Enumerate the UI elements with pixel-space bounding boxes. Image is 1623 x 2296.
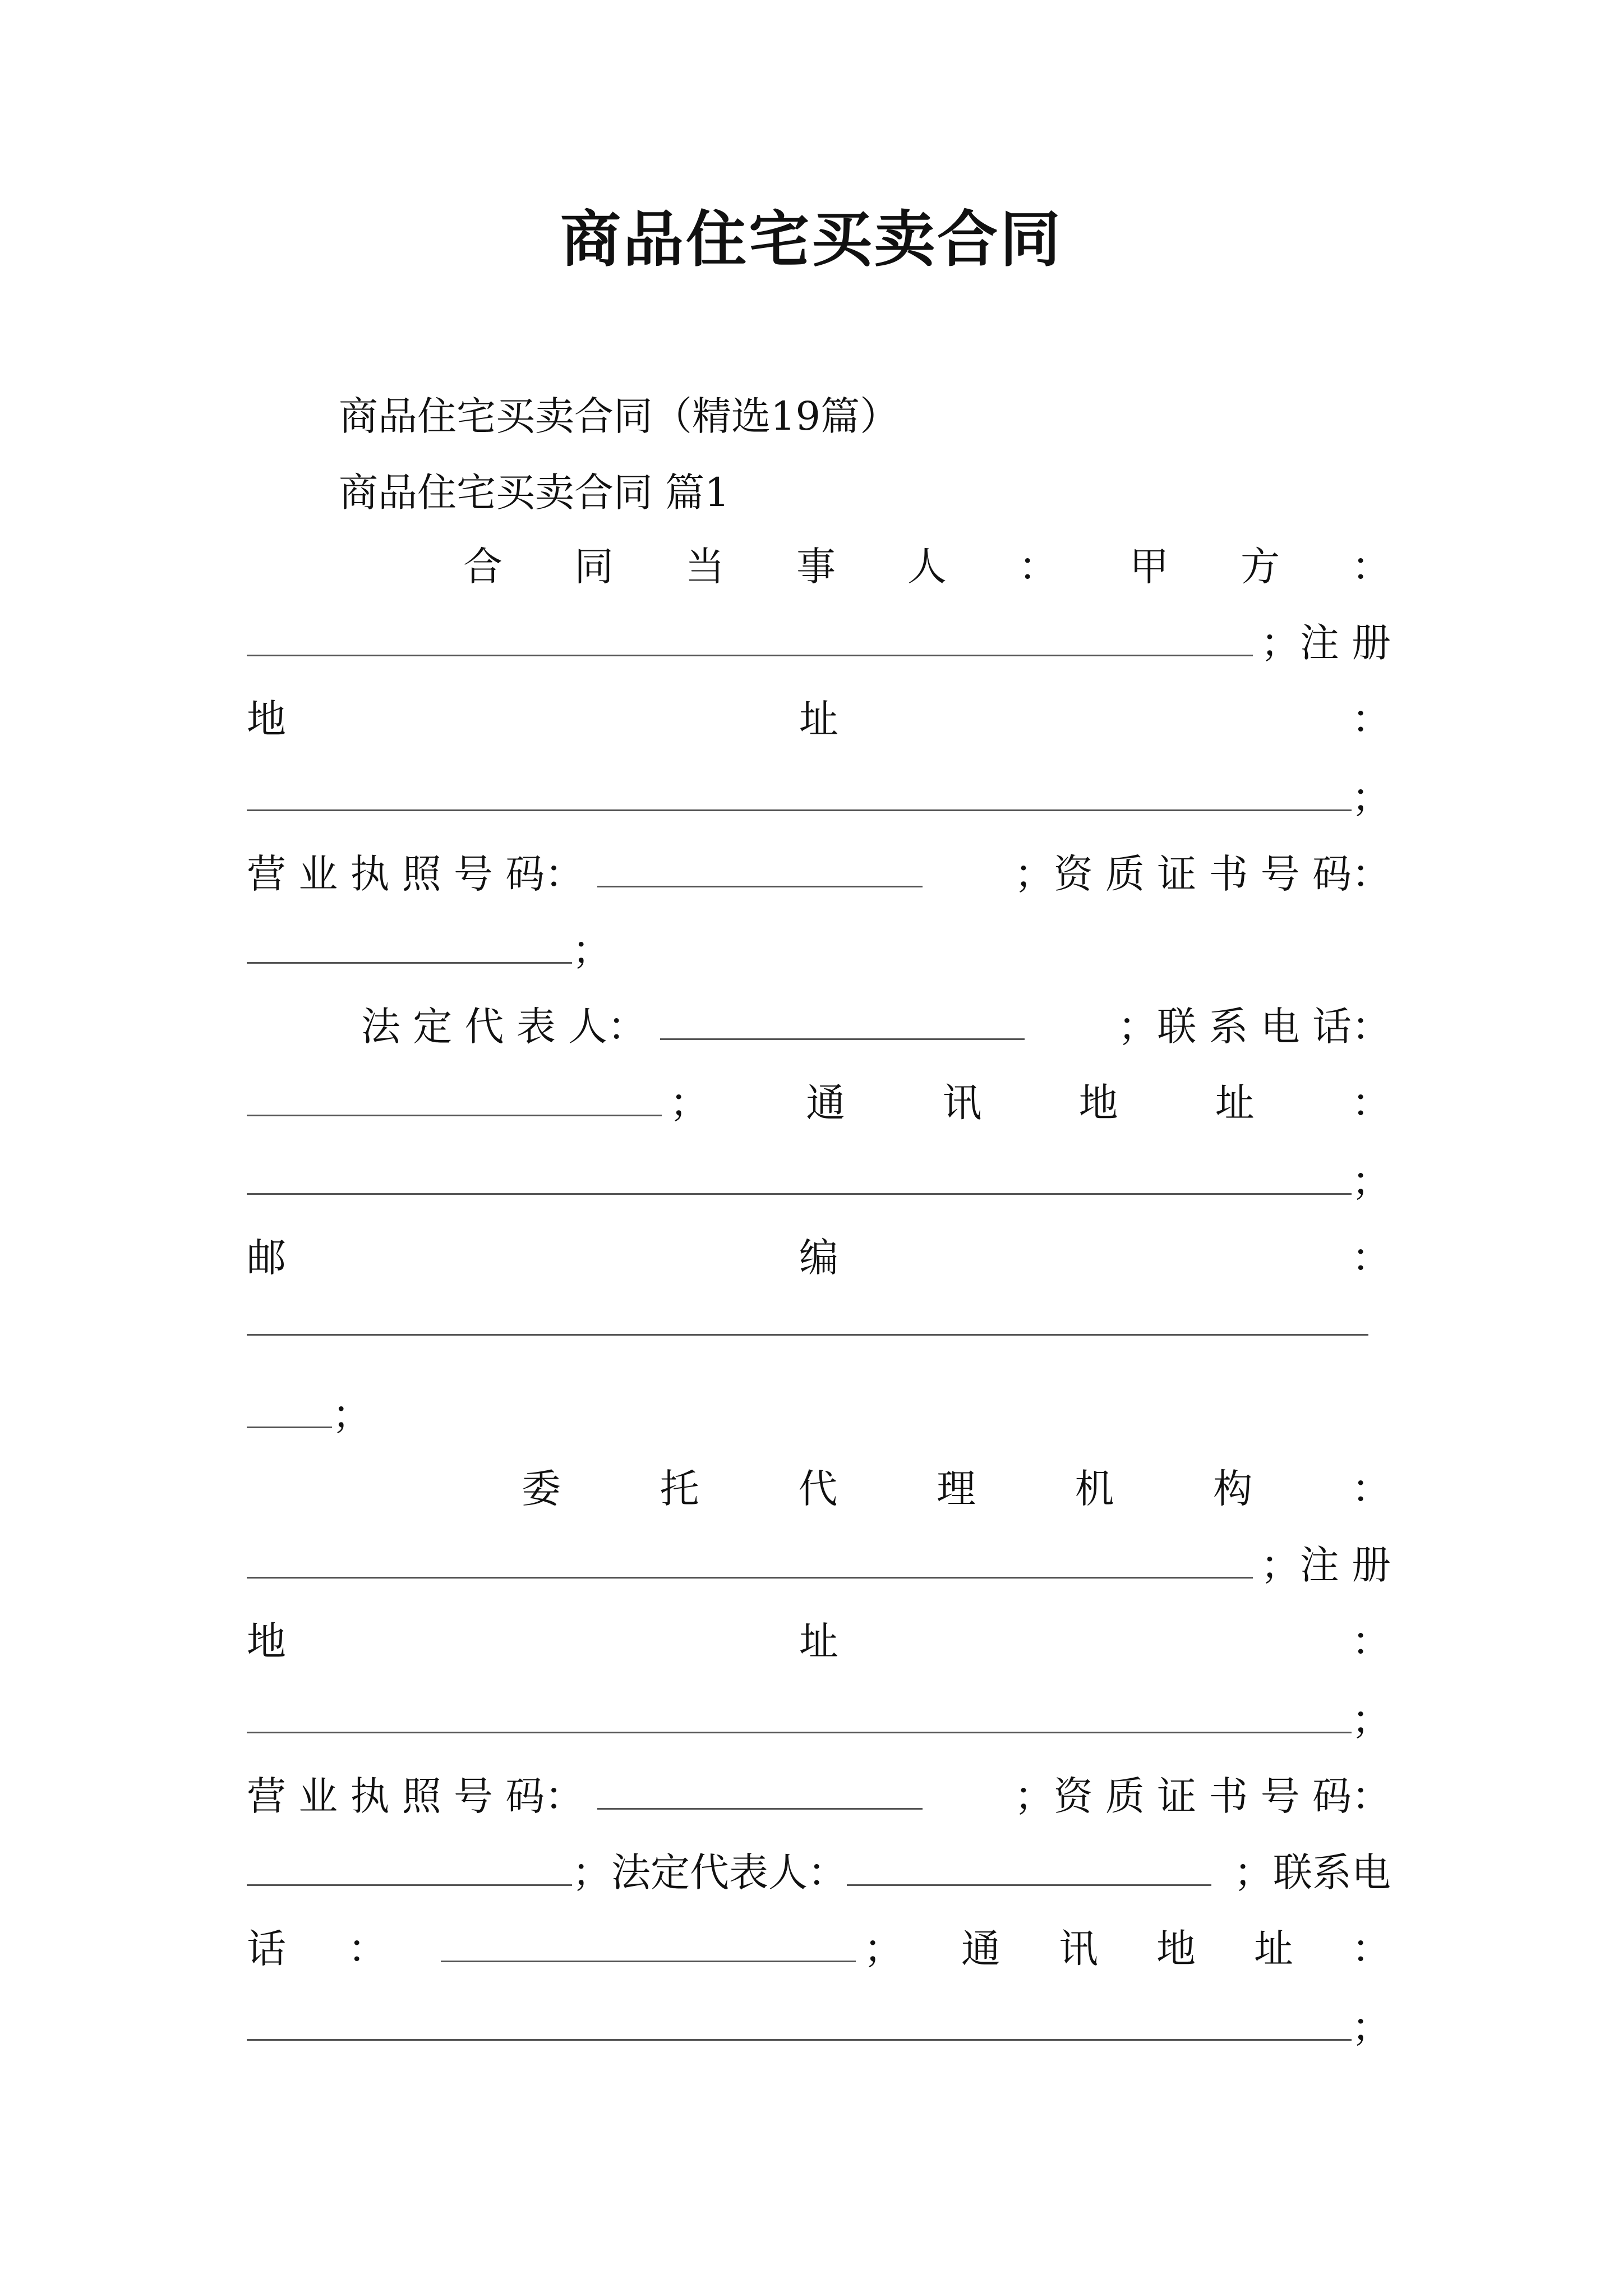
party-a-intro-char: ： — [1352, 544, 1391, 590]
agent-register-label: ；注 册 — [1260, 1542, 1391, 1588]
agent-comm-char: ； — [864, 1926, 903, 1972]
party-a-intro-char: 甲 — [1129, 544, 1169, 590]
agent-license-line — [247, 1763, 1391, 1830]
party-a-comm-blank[interactable] — [247, 1162, 1352, 1195]
semicolon: ； — [1352, 2004, 1391, 2050]
semicolon: ； — [572, 927, 611, 973]
party-a-comm-char: ； — [670, 1080, 709, 1126]
party-a-register-label: ；注 册 — [1260, 620, 1391, 666]
agent-intro-line — [522, 1455, 1391, 1522]
agent-name-blank[interactable] — [247, 1545, 1253, 1579]
agent-intro-char: 托 — [660, 1466, 699, 1512]
semicolon: ； — [1352, 775, 1391, 821]
agent-comm-value-line — [247, 1994, 1391, 2061]
agent-comm-char: ： — [1352, 1926, 1391, 1972]
agent-license-blank[interactable] — [597, 1777, 923, 1810]
agent-legal-rep-blank[interactable] — [847, 1853, 1211, 1886]
agent-comm-char: 址 — [1254, 1926, 1293, 1972]
party-a-intro-char: 方 — [1241, 544, 1280, 590]
party-a-license-blank[interactable] — [597, 854, 923, 887]
party-a-address-label-line — [247, 685, 1391, 753]
party-a-phone-blank[interactable] — [247, 1083, 662, 1116]
agent-comm-blank[interactable] — [247, 2008, 1352, 2041]
party-a-comm-char: 通 — [806, 1080, 846, 1126]
semicolon: ； — [332, 1392, 371, 1438]
party-a-comm-char: 地 — [1078, 1080, 1118, 1126]
agent-address-char: 址 — [799, 1618, 838, 1664]
party-a-intro-char: 当 — [685, 544, 725, 590]
party-a-postcode-label-line — [247, 1224, 1391, 1291]
agent-intro-char: 代 — [798, 1466, 838, 1512]
semicolon: ； — [1352, 1158, 1391, 1204]
agent-phone-blank[interactable] — [441, 1929, 856, 1962]
party-a-address-blank[interactable] — [247, 778, 1352, 811]
party-a-cert-label: ；资 质 证 书 号 码： — [1014, 851, 1391, 897]
party-a-cert-blank[interactable] — [247, 931, 572, 964]
party-a-legal-rep-line — [361, 993, 1391, 1060]
agent-phone-label: ；联系电 — [1234, 1849, 1391, 1895]
party-a-comm-label — [670, 1069, 1391, 1137]
party-a-address-value-line — [247, 764, 1391, 831]
document-title: 商品住宅买卖合同 — [560, 204, 1063, 275]
agent-comm-char: 通 — [961, 1926, 1000, 1972]
semicolon: ； — [1352, 1697, 1391, 1743]
agent-address-char: 地 — [247, 1618, 286, 1664]
agent-license-label: 营 业 执 照 号 码： — [247, 1773, 584, 1819]
party-a-postcode-char: 邮 — [247, 1235, 286, 1281]
section-heading: 商品住宅买卖合同 篇1 — [339, 470, 730, 516]
party-a-name-line — [247, 609, 1391, 677]
agent-name-line — [247, 1531, 1391, 1599]
agent-legal-rep-line — [247, 1839, 1391, 1906]
party-a-postcode-blank-2[interactable] — [247, 1395, 332, 1428]
party-a-phone-comm-line — [247, 1069, 1391, 1137]
party-a-legal-rep-blank[interactable] — [660, 1007, 1025, 1040]
agent-cert-label: ；资 质 证 书 号 码： — [1014, 1773, 1391, 1819]
party-a-intro-char: 人 — [907, 544, 947, 590]
party-a-intro-char: ： — [1018, 544, 1058, 590]
agent-cert-blank[interactable] — [247, 1853, 572, 1886]
party-a-cert-value-line — [247, 917, 1391, 984]
party-a-address-char: 址 — [799, 696, 838, 742]
party-a-intro-line — [463, 533, 1391, 600]
agent-phone-colon: ： — [348, 1926, 387, 1972]
party-a-comm-char: 讯 — [942, 1080, 982, 1126]
agent-address-label-line — [247, 1608, 1391, 1675]
agent-legal-rep-label: ；法定代表人： — [572, 1849, 847, 1895]
agent-phone-label-cont: 话 — [247, 1926, 286, 1972]
party-a-postcode-char: 编 — [799, 1235, 838, 1281]
party-a-postcode-value-line-2 — [247, 1381, 1391, 1448]
agent-address-blank[interactable] — [247, 1700, 1352, 1733]
party-a-postcode-blank[interactable] — [247, 1303, 1368, 1336]
agent-intro-char: ： — [1351, 1466, 1391, 1512]
agent-comm-label — [864, 1915, 1391, 1982]
party-a-comm-char: ： — [1351, 1080, 1391, 1126]
party-a-legal-rep-label: 法 定 代 表 人： — [361, 1004, 647, 1050]
agent-phone-comm-line — [247, 1915, 1391, 1982]
party-a-comm-value-line — [247, 1148, 1391, 1215]
agent-comm-char: 讯 — [1059, 1926, 1098, 1972]
party-a-address-char: 地 — [247, 696, 286, 742]
party-a-postcode-char: ： — [1352, 1235, 1391, 1281]
agent-intro-char: 理 — [936, 1466, 976, 1512]
agent-address-char: ： — [1352, 1618, 1391, 1664]
party-a-address-char: ： — [1352, 696, 1391, 742]
party-a-name-blank[interactable] — [247, 623, 1253, 656]
party-a-comm-char: 址 — [1215, 1080, 1255, 1126]
party-a-intro-char: 同 — [574, 544, 614, 590]
party-a-license-line — [247, 840, 1391, 908]
party-a-postcode-value-line — [247, 1303, 1368, 1370]
party-a-license-label: 营 业 执 照 号 码： — [247, 851, 584, 897]
agent-intro-char: 委 — [522, 1466, 561, 1512]
agent-address-value-line — [247, 1686, 1391, 1754]
document-subtitle: 商品住宅买卖合同（精选19篇） — [339, 393, 900, 439]
agent-comm-char: 地 — [1156, 1926, 1196, 1972]
party-a-intro-char: 事 — [796, 544, 836, 590]
agent-intro-char: 构 — [1213, 1466, 1253, 1512]
party-a-intro-char: 合 — [463, 544, 502, 590]
party-a-phone-label: ；联 系 电 话： — [1118, 1004, 1391, 1050]
agent-intro-char: 机 — [1075, 1466, 1114, 1512]
